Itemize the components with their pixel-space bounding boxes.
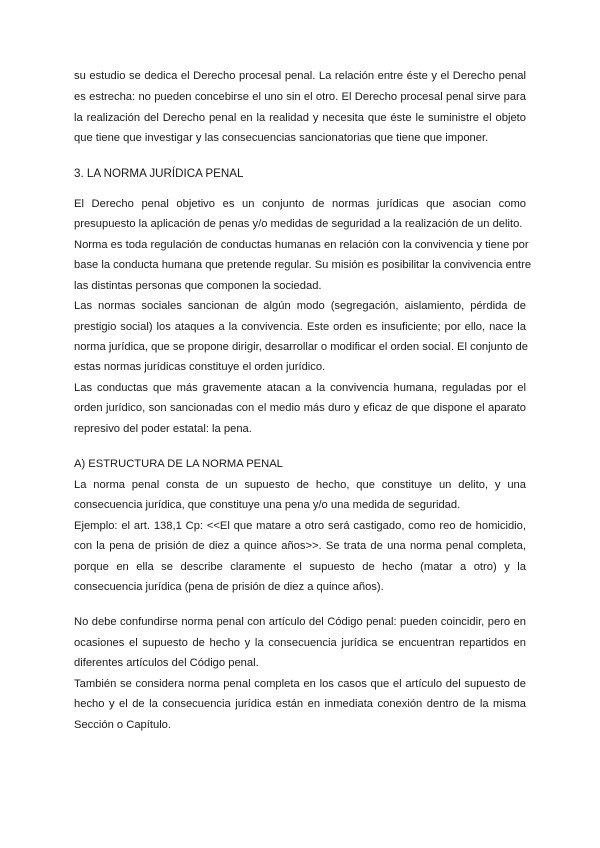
text-line: su estudio se dedica el Derecho procesal penal. La relación entre éste y el Derecho penal <box>74 70 526 82</box>
text-line: hecho y el de la consecuencia jurídica están en inmediata conexión dentro de la misma <box>74 698 526 710</box>
text-line: represivo del poder estatal: la pena. <box>74 423 252 435</box>
text-line: con la pena de prisión de diez a quince años>>. Se trata de una norma penal completa, <box>74 540 526 552</box>
text-line: El Derecho penal objetivo es un conjunto de normas jurídicas que asocian como <box>74 198 526 210</box>
text-line: También se considera norma penal completa en los casos que el artículo del supuesto de <box>74 678 526 690</box>
text-line: es estrecha: no pueden concebirse el uno sin el otro. El Derecho procesal penal sirve para <box>74 91 526 103</box>
text-line: Las conductas que más gravemente atacan a la convivencia humana, reguladas por el <box>74 382 526 394</box>
text-line: La norma penal consta de un supuesto de hecho, que constituye un delito, y una <box>74 479 526 491</box>
text-line: Norma es toda regulación de conductas humanas en relación con la convivencia y tiene por <box>74 239 529 251</box>
text-line: Las normas sociales sancionan de algún modo (segregación, aislamiento, pérdida de <box>74 300 526 312</box>
text-line: presupuesto la aplicación de penas y/o medidas de seguridad a la realización de un delito. <box>74 218 523 230</box>
section-heading: 3. LA NORMA JURÍDICA PENAL <box>74 167 244 180</box>
text-line: base la conducta humana que pretende regular. Su misión es posibilitar la convivencia entre <box>74 259 532 271</box>
text-line: la realización del Derecho penal en la realidad y necesita que éste le suministre el objeto <box>74 112 526 124</box>
text-line: que tiene que investigar y las consecuencias sancionatorias que tiene que imponer. <box>74 132 489 144</box>
text-line: ocasiones el supuesto de hecho y la consecuencia jurídica se encuentran repartidos en <box>74 637 526 649</box>
text-line: consecuencia jurídica, que constituye una pena y/o una medida de seguridad. <box>74 499 461 511</box>
text-line: No debe confundirse norma penal con artículo del Código penal: pueden coincidir, pero en <box>74 616 526 628</box>
text-line: Ejemplo: el art. 138,1 Cp: <<El que matare a otro será castigado, como reo de homicidio, <box>74 520 526 532</box>
text-line: las distintas personas que componen la sociedad. <box>74 280 322 292</box>
text-line: Sección o Capítulo. <box>74 719 172 731</box>
text-line: norma jurídica, que se propone dirigir, desarrollar o modificar el orden social. El conjunto de <box>74 341 528 353</box>
text-line: porque en ella se describe claramente el supuesto de hecho (matar a otro) y la <box>74 561 526 573</box>
text-line: diferentes artículos del Código penal. <box>74 657 259 669</box>
subsection-heading: A) ESTRUCTURA DE LA NORMA PENAL <box>74 458 283 470</box>
text-line: prestigio social) los ataques a la convivencia. Este orden es insuficiente; por ello, nace la <box>74 321 526 333</box>
text-line: estas normas jurídicas constituye el orden jurídico. <box>74 361 326 373</box>
text-line: orden jurídico, son sancionadas con el medio más duro y eficaz de que dispone el aparato <box>74 402 526 414</box>
text-line: consecuencia jurídica (pena de prisión de diez a quince años). <box>74 581 384 593</box>
